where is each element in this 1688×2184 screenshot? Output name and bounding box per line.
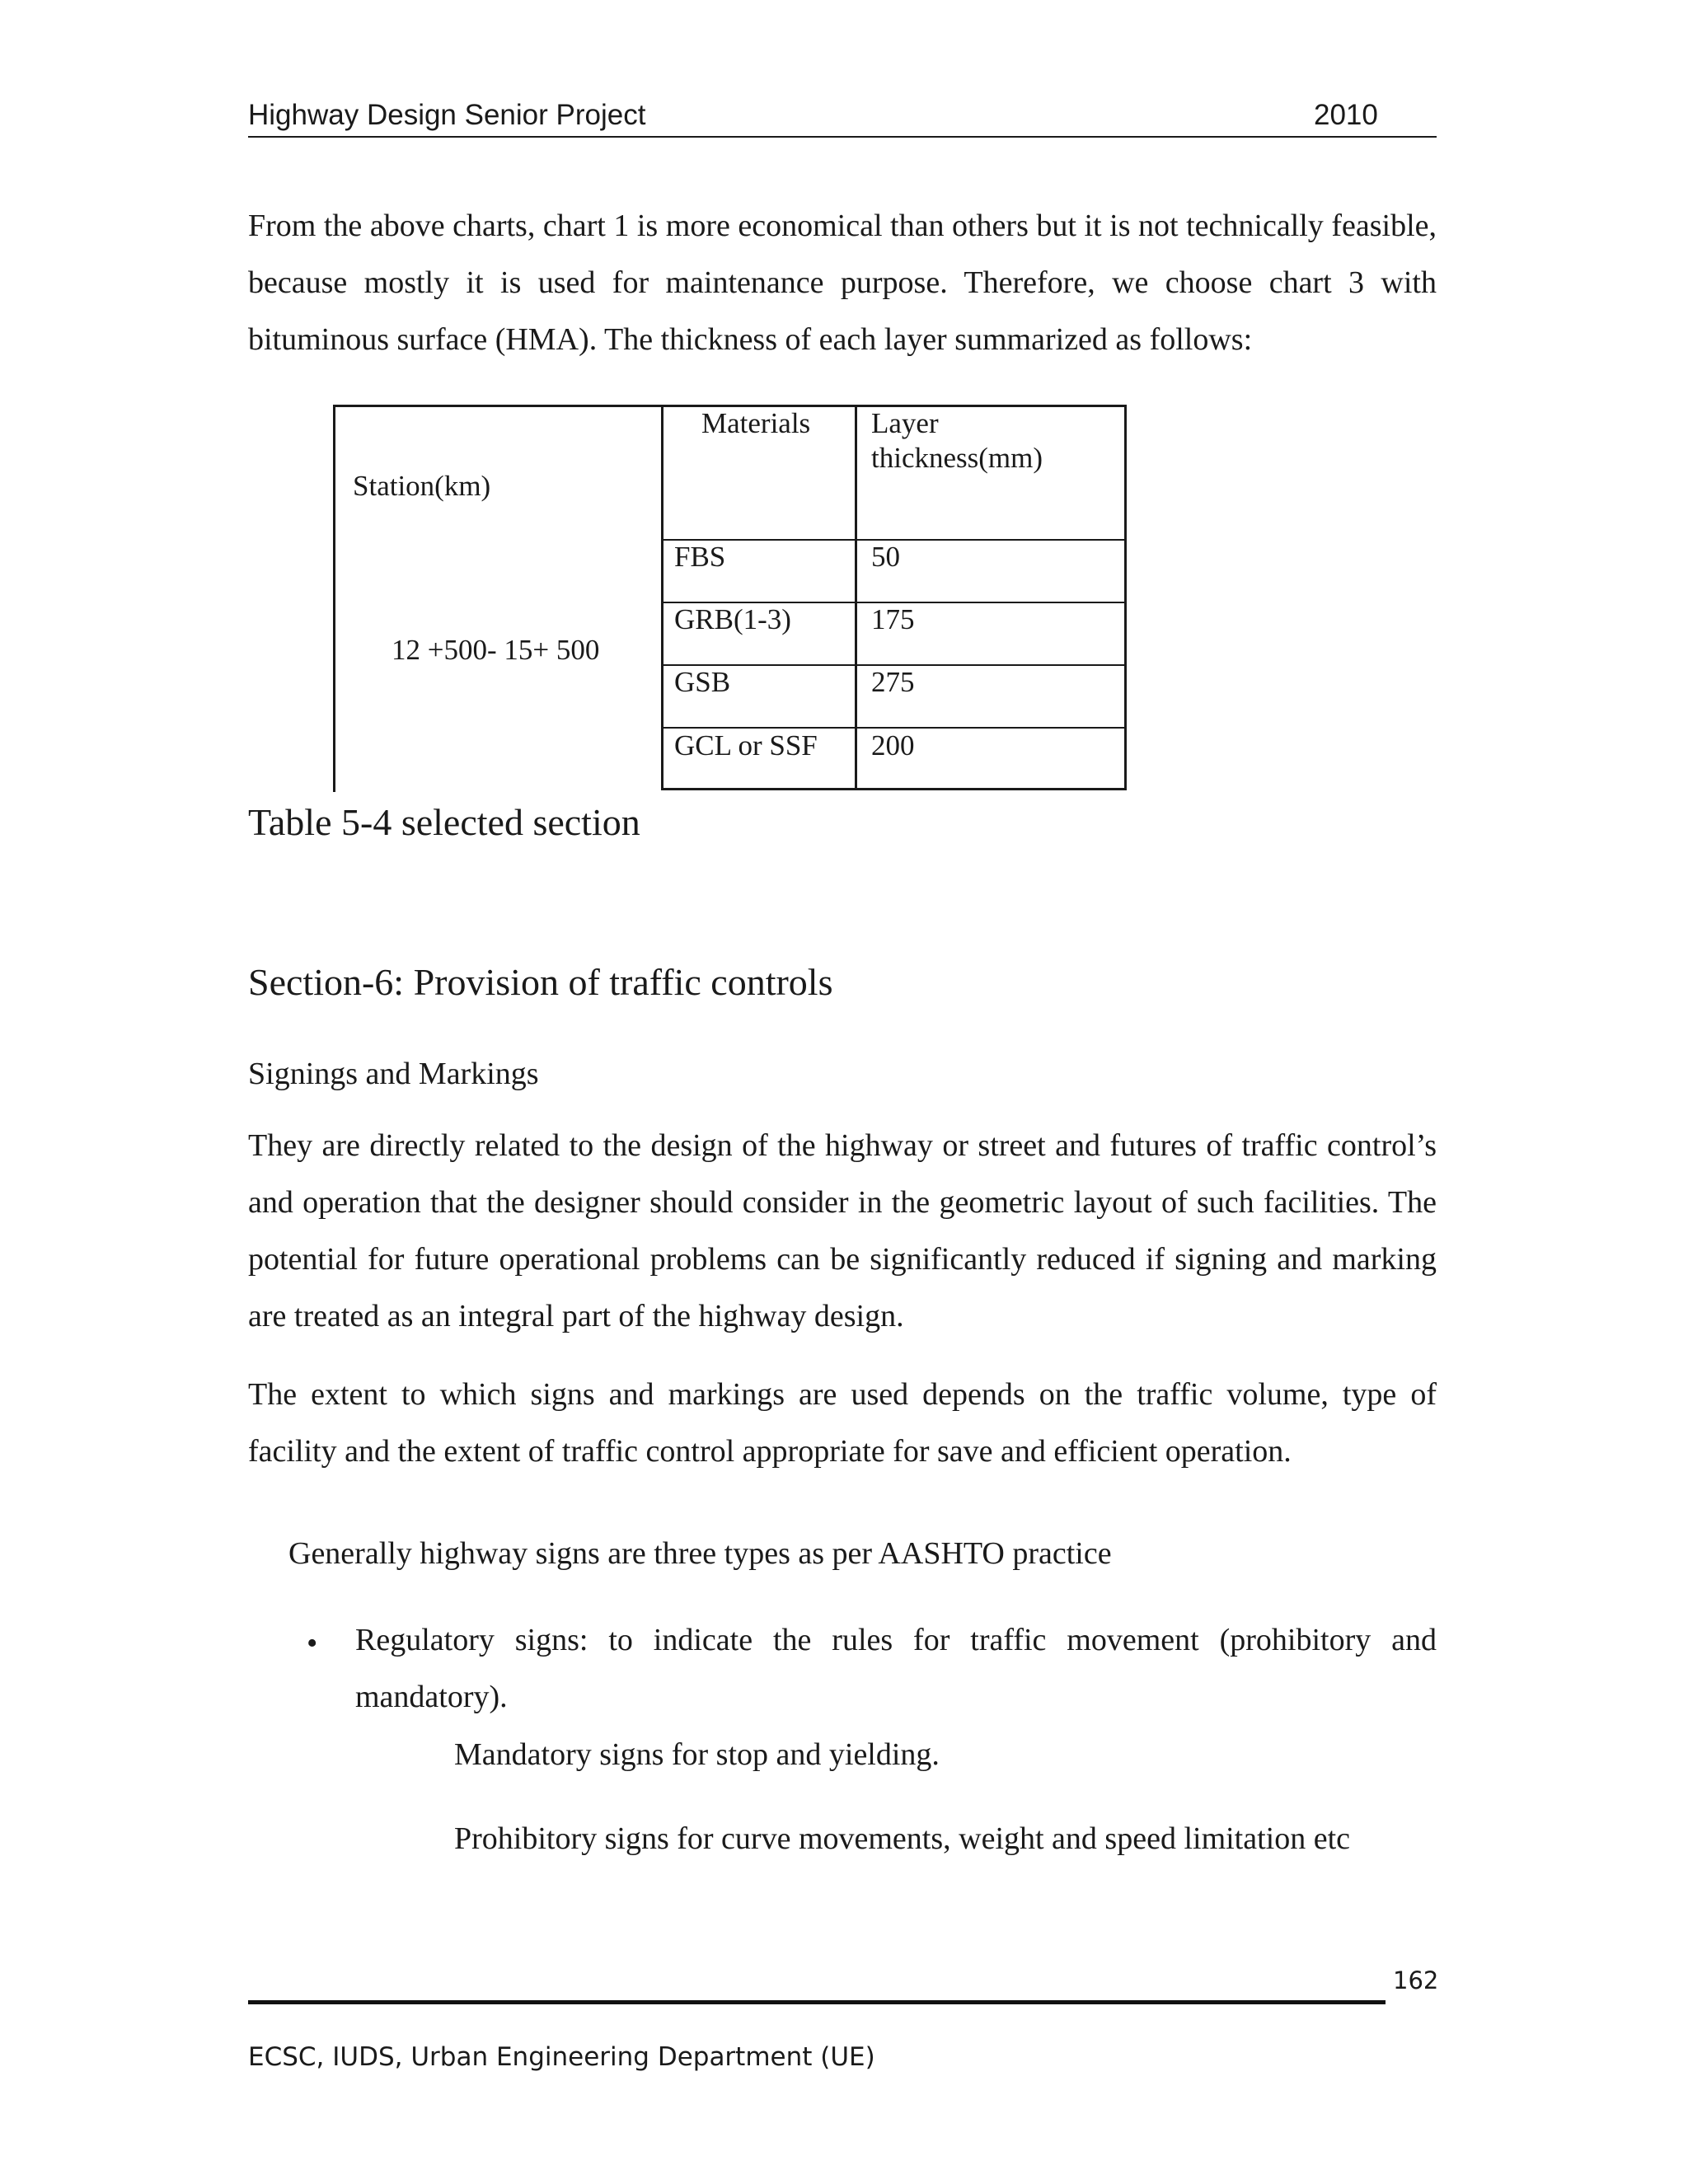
table-border-right xyxy=(1124,405,1127,789)
table-border-bottom xyxy=(661,788,1127,790)
body-paragraph: The extent to which signs and markings are used depends on the traffic volume, type of facility and the extent of traffic control appropriate for save and efficient operation. xyxy=(248,1377,1437,1469)
header-layer-thickness: Layer thickness(mm) xyxy=(871,407,1043,474)
intro-paragraph: From the above charts, chart 1 is more economical than others but it is not technically feasible, because mostly it is used for maintenance purpose. Therefore, we choose chart 3 with bituminous surface (HMA). The thickness of each layer summarized as follows: xyxy=(248,209,1437,357)
section-title: Section-6: Provision of traffic controls xyxy=(248,961,833,1003)
sub-item-mandatory: Mandatory signs for stop and yielding. xyxy=(454,1737,940,1772)
footer-divider xyxy=(248,2000,1386,2004)
sign-types-intro: Generally highway signs are three types as per AASHTO practice xyxy=(288,1536,1112,1571)
header-station: Station(km) xyxy=(353,470,491,502)
header-materials: Materials xyxy=(701,407,811,439)
body-paragraph: They are directly related to the design of the highway or street and futures of traffic control’s and operation that the designer should consider in the geometric layout of such facilities. The potential for future operational problems can be significantly reduced if signing and marking are treated as an integral part of the highway design. xyxy=(248,1128,1437,1333)
page-number: 162 xyxy=(1393,1966,1439,1994)
table-cell-thickness: 200 xyxy=(871,729,915,762)
table-border-left xyxy=(333,405,335,792)
table-cell-material: GSB xyxy=(674,666,731,698)
station-range: 12 +500- 15+ 500 xyxy=(392,634,600,666)
table-divider-station xyxy=(661,405,663,789)
table-cell-thickness: 275 xyxy=(871,666,915,698)
table-caption: Table 5-4 selected section xyxy=(248,801,640,843)
subheading: Signings and Markings xyxy=(248,1057,539,1091)
table-cell-thickness: 175 xyxy=(871,603,915,635)
header-divider xyxy=(248,136,1437,138)
footer-text: ECSC, IUDS, Urban Engineering Department (UE) xyxy=(248,2042,875,2072)
sub-item-prohibitory: Prohibitory signs for curve movements, weight and speed limitation etc xyxy=(454,1821,1351,1856)
bullet-icon: • xyxy=(307,1626,318,1661)
table-cell-material: GRB(1-3) xyxy=(674,603,791,635)
table-cell-material: FBS xyxy=(674,541,726,573)
table-cell-thickness: 50 xyxy=(871,541,900,573)
running-header-year: 2010 xyxy=(1314,99,1378,131)
table-divider-materials xyxy=(855,405,857,789)
running-header-title: Highway Design Senior Project xyxy=(248,99,646,131)
bullet-item-regulatory: Regulatory signs: to indicate the rules for traffic movement (prohibitory and mandatory). xyxy=(355,1623,1437,1714)
table-cell-material: GCL or SSF xyxy=(674,729,818,762)
